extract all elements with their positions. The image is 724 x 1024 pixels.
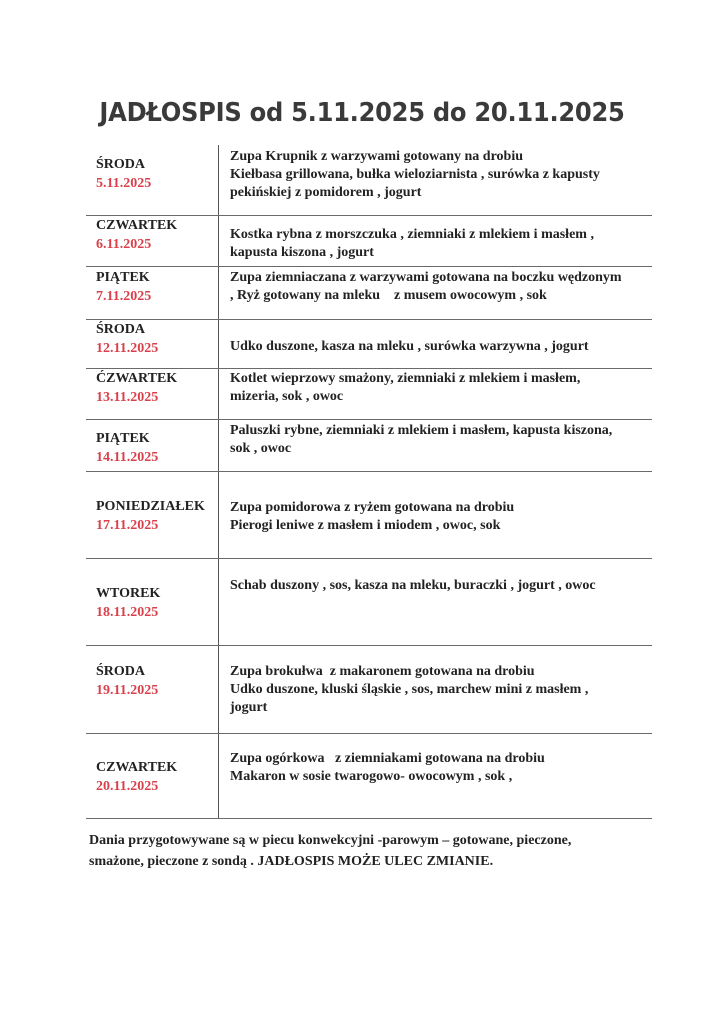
menu-row [86, 145, 652, 216]
day-name: PIĄTEK [96, 431, 150, 446]
day-name: ŚRODA [96, 322, 146, 337]
day-date: 17.11.2025 [96, 518, 159, 533]
menu-table [86, 145, 652, 819]
dish-line: sok , owoc [230, 441, 292, 456]
menu-row [86, 420, 652, 472]
menu-row [86, 320, 652, 369]
menu-row [86, 646, 652, 734]
note-line: smażone, pieczone z sondą . JADŁOSPIS MOŻE ULEC ZMIANIE. [89, 854, 494, 869]
day-name: PIĄTEK [96, 270, 150, 285]
day-date: 12.11.2025 [96, 341, 159, 356]
dish-line: Paluszki rybne, ziemniaki z mlekiem i masłem, kapusta kiszona, [230, 423, 613, 438]
day-name: CZWARTEK [96, 760, 178, 775]
day-date: 20.11.2025 [96, 779, 159, 794]
dish-line: kapusta kiszona , jogurt [230, 245, 374, 260]
dish-line: mizeria, sok , owoc [230, 389, 344, 404]
dish-line: Zupa ziemniaczana z warzywami gotowana na boczku wędzonym [230, 270, 622, 285]
dish-line: Zupa pomidorowa z ryżem gotowana na drobiu [230, 500, 515, 515]
day-date: 5.11.2025 [96, 176, 152, 191]
day-date: 7.11.2025 [96, 289, 152, 304]
menu-row [86, 267, 652, 320]
day-name: PONIEDZIAŁEK [96, 499, 205, 514]
dish-line: Zupa Krupnik z warzywami gotowany na drobiu [230, 149, 524, 164]
day-name: ĆZWARTEK [96, 371, 178, 386]
dish-line: jogurt [230, 700, 268, 715]
day-date: 6.11.2025 [96, 237, 152, 252]
footer-note [89, 830, 649, 872]
day-date: 19.11.2025 [96, 683, 159, 698]
day-name: ŚRODA [96, 157, 146, 172]
day-date: 14.11.2025 [96, 450, 159, 465]
dish-line: Kiełbasa grillowana, bułka wieloziarnista , surówka z kapusty [230, 167, 600, 182]
dish-line: , Ryż gotowany na mleku z musem owocowym , sok [230, 288, 547, 303]
menu-row [86, 216, 652, 267]
dish-line: Kostka rybna z morszczuka , ziemniaki z mlekiem i masłem , [230, 227, 594, 242]
menu-row [86, 472, 652, 559]
day-name: ŚRODA [96, 664, 146, 679]
page-title: JADŁOSPIS od 5.11.2025 do 20.11.2025 [99, 98, 625, 128]
day-date: 18.11.2025 [96, 605, 159, 620]
menu-row [86, 559, 652, 646]
note-line: Dania przygotowywane są w piecu konwekcyjni -parowym – gotowane, pieczone, [89, 833, 572, 848]
dish-line: Makaron w sosie twarogowo- owocowym , sok , [230, 769, 513, 784]
day-date: 13.11.2025 [96, 390, 159, 405]
menu-row [86, 369, 652, 420]
dish-line: Kotlet wieprzowy smażony, ziemniaki z mlekiem i masłem, [230, 371, 581, 386]
dish-line: Schab duszony , sos, kasza na mleku, buraczki , jogurt , owoc [230, 578, 596, 593]
dish-line: pekińskiej z pomidorem , jogurt [230, 185, 422, 200]
menu-row [86, 734, 652, 819]
day-name: WTOREK [96, 586, 161, 601]
dish-line: Udko duszone, kluski śląskie , sos, marchew mini z masłem , [230, 682, 589, 697]
dish-line: Pierogi leniwe z masłem i miodem , owoc, sok [230, 518, 501, 533]
dish-line: Udko duszone, kasza na mleku , surówka warzywna , jogurt [230, 339, 589, 354]
dish-line: Zupa brokułwa z makaronem gotowana na drobiu [230, 664, 535, 679]
dish-line: Zupa ogórkowa z ziemniakami gotowana na drobiu [230, 751, 545, 766]
day-name: CZWARTEK [96, 218, 178, 233]
